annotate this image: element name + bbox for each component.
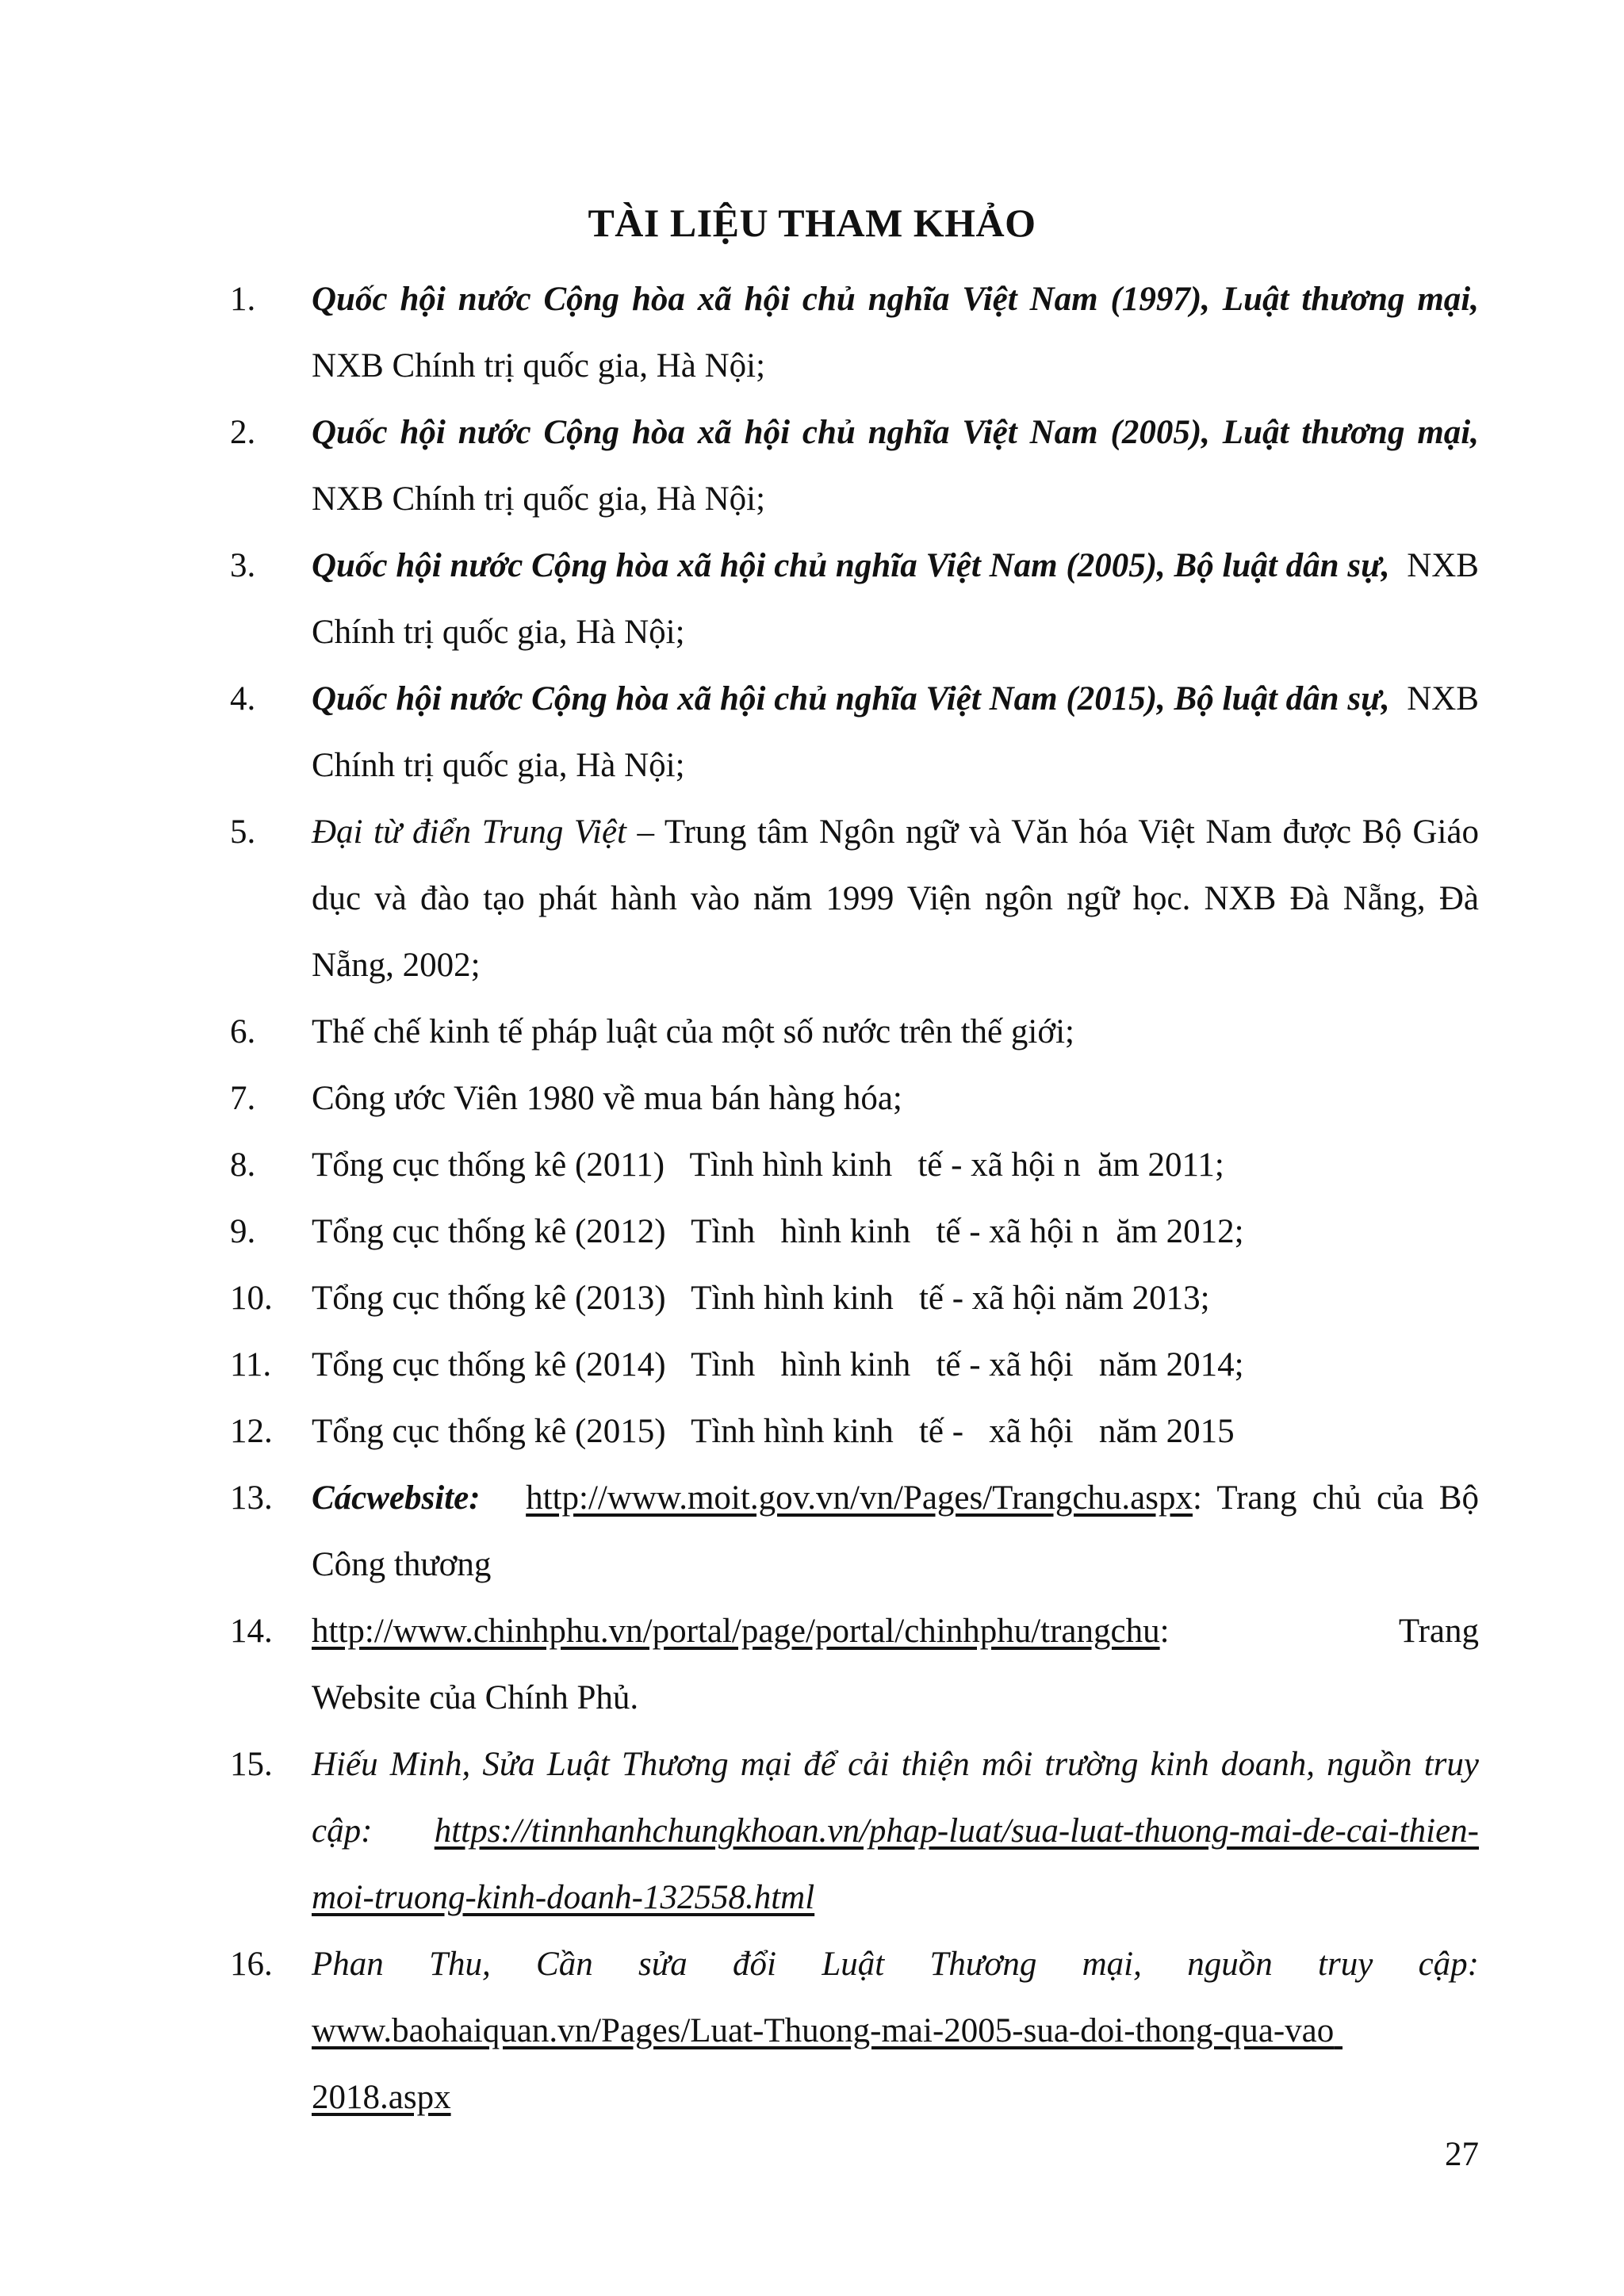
reference-item-2 <box>230 400 1496 533</box>
reference-publisher: NXB Chính trị quốc gia, Hà Nội; <box>312 281 1496 385</box>
reference-item-6 <box>230 999 1479 1066</box>
reference-item-5 <box>230 799 1488 999</box>
reference-number: 3. <box>230 547 256 584</box>
reference-number: 8. <box>230 1146 256 1184</box>
page-title: TÀI LIỆU THAM KHẢO <box>588 201 1036 245</box>
reference-link[interactable]: www.baohaiquan.vn/Pages/Luat-Thuong-mai-2005-sua-doi-thong-qua-vao 2018.aspx <box>312 2012 1343 2116</box>
reference-link[interactable]: https://tinnhanhchungkhoan.vn/phap-luat/sua-luat-thuong-mai-de-cai-thien-moi-truong-kinh-doanh-132558.html <box>312 1812 1479 1916</box>
reference-publisher: NXB Chính trị quốc gia, Hà Nội; <box>312 680 1488 784</box>
reference-description: : Trang Website của Chính Phủ. <box>312 1613 1487 1716</box>
page-number: 27 <box>1445 2136 1479 2173</box>
reference-number: 2. <box>230 414 256 451</box>
reference-title: Quốc hội nước Cộng hòa xã hội chủ nghĩa Việt Nam (1997), Luật thương mại, <box>312 281 1479 318</box>
reference-number: 6. <box>230 1013 256 1050</box>
reference-text: Tổng cục thống kê (2013) Tình hình kinh tế - xã hội năm 2013; <box>312 1280 1210 1317</box>
reference-text: Tổng cục thống kê (2014) Tình hình kinh tế - xã hội năm 2014; <box>312 1346 1244 1383</box>
reference-item-15 <box>230 1732 1488 1931</box>
reference-text: Thế chế kinh tế pháp luật của một số nước trên thế giới; <box>312 1013 1074 1050</box>
reference-list <box>230 266 1496 2131</box>
reference-number: 7. <box>230 1080 256 1117</box>
reference-item-9 <box>230 1199 1479 1265</box>
reference-description: – Trung tâm Ngôn ngữ và Văn hóa Việt Nam được Bộ Giáo dục và đào tạo phát hành vào năm 1999 Viện ngôn ngữ học. NXB Đà Nẵng, Đà Nẵng, 2002; <box>312 813 1488 984</box>
reference-number: 12. <box>230 1413 273 1450</box>
reference-number: 1. <box>230 281 256 318</box>
reference-number: 9. <box>230 1213 256 1250</box>
reference-item-3 <box>230 533 1488 666</box>
reference-title: Quốc hội nước Cộng hòa xã hội chủ nghĩa Việt Nam (2005), Luật thương mại, <box>312 414 1479 451</box>
reference-number: 14. <box>230 1613 273 1650</box>
reference-text: Tổng cục thống kê (2015) Tình hình kinh tế - xã hội năm 2015 <box>312 1413 1235 1450</box>
reference-item-16 <box>230 1931 1479 2131</box>
reference-number: 15. <box>230 1746 273 1783</box>
reference-text: Tổng cục thống kê (2012) Tình hình kinh tế - xã hội n ăm 2012; <box>312 1213 1244 1250</box>
reference-link[interactable]: http://www.moit.gov.vn/vn/Pages/Trangchu.aspx <box>526 1479 1193 1517</box>
reference-item-13 <box>230 1465 1488 1598</box>
reference-description: : Trang chủ của Bộ Công thương <box>312 1479 1488 1583</box>
reference-item-12 <box>230 1399 1479 1465</box>
reference-title: Đại từ điển Trung Việt <box>312 813 626 851</box>
reference-publisher: NXB Chính trị quốc gia, Hà Nội; <box>312 547 1488 651</box>
reference-number: 13. <box>230 1479 273 1517</box>
reference-item-7 <box>230 1066 1479 1132</box>
reference-number: 5. <box>230 813 256 851</box>
reference-item-4 <box>230 666 1488 799</box>
reference-item-8 <box>230 1132 1479 1199</box>
reference-number: 4. <box>230 680 256 718</box>
reference-text: Công ước Viên 1980 về mua bán hàng hóa; <box>312 1080 902 1117</box>
reference-label: Cácwebsite: <box>312 1479 481 1517</box>
reference-item-1 <box>230 266 1496 400</box>
reference-title: Phan Thu, Cần sửa đổi Luật Thương mại, nguồn truy cập: <box>312 1946 1479 1983</box>
reference-publisher: NXB Chính trị quốc gia, Hà Nội; <box>312 414 1496 518</box>
reference-number: 10. <box>230 1280 273 1317</box>
reference-text: Tổng cục thống kê (2011) Tình hình kinh tế - xã hội n ăm 2011; <box>312 1146 1224 1184</box>
reference-number: 16. <box>230 1946 273 1983</box>
reference-item-11 <box>230 1332 1479 1399</box>
reference-number: 11. <box>230 1346 272 1383</box>
reference-title: Hiếu Minh, Sửa Luật Thương mại để cải thiện môi trường kinh doanh, nguồn truy cập: <box>312 1746 1488 1850</box>
reference-item-10 <box>230 1265 1479 1332</box>
reference-link[interactable]: http://www.chinhphu.vn/portal/page/portal/chinhphu/trangchu <box>312 1613 1160 1650</box>
reference-item-14 <box>230 1598 1487 1732</box>
reference-title: Quốc hội nước Cộng hòa xã hội chủ nghĩa Việt Nam (2005), Bộ luật dân sự, <box>312 547 1390 584</box>
reference-title: Quốc hội nước Cộng hòa xã hội chủ nghĩa Việt Nam (2015), Bộ luật dân sự, <box>312 680 1390 718</box>
